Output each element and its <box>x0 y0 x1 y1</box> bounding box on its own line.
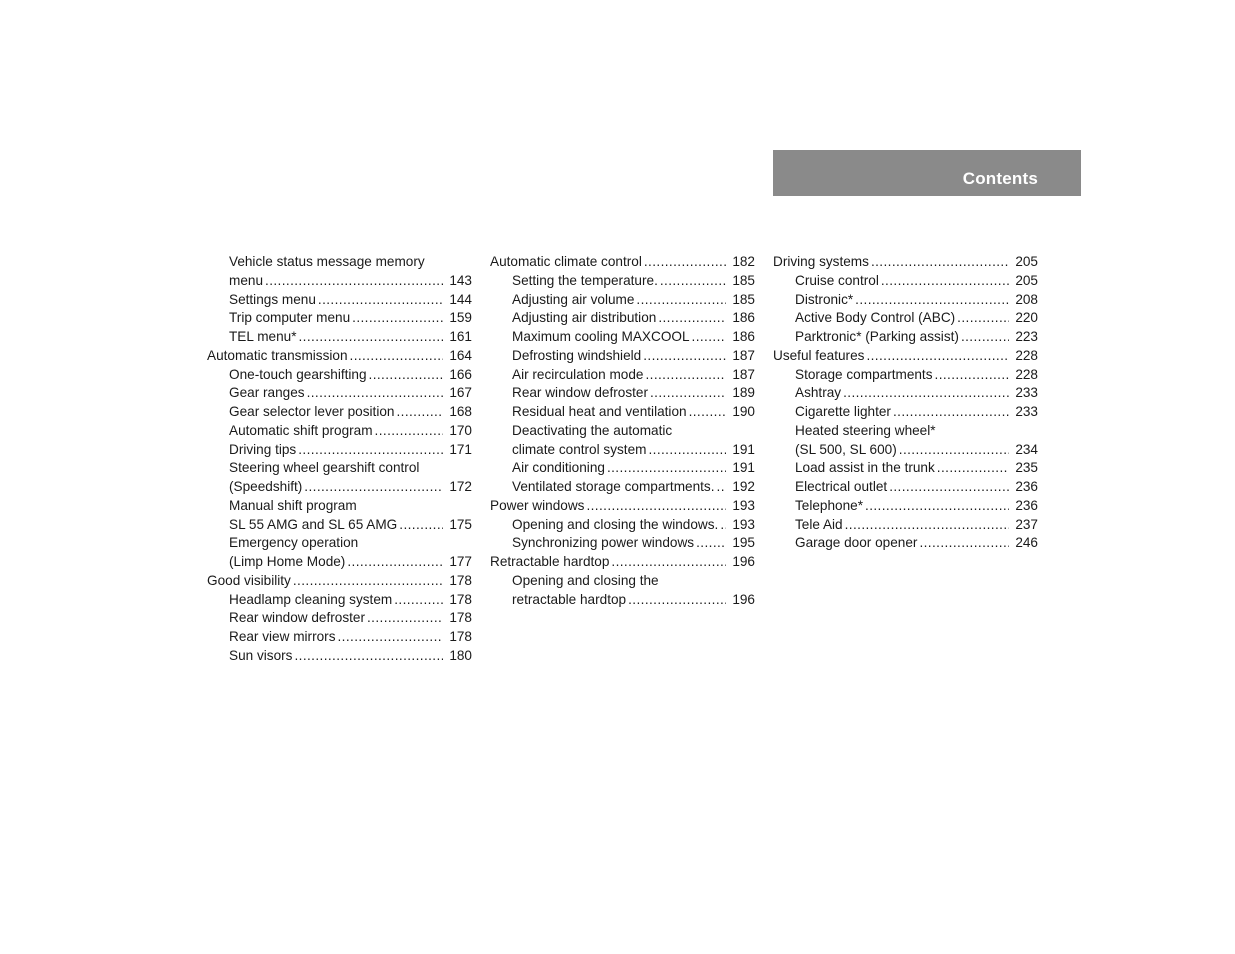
dot-leader <box>645 366 726 385</box>
dot-leader <box>899 441 1009 460</box>
toc-entry[interactable] <box>490 328 755 347</box>
toc-page-number: 166 <box>449 366 472 382</box>
toc-entry[interactable] <box>773 422 1038 460</box>
dot-leader <box>394 591 443 610</box>
toc-page-number: 172 <box>449 479 472 494</box>
toc-entry[interactable] <box>207 647 472 666</box>
dot-leader <box>367 609 443 628</box>
toc-entry-text: Automatic climate control <box>490 254 642 269</box>
toc-entry[interactable] <box>490 459 755 478</box>
toc-entry[interactable] <box>207 366 472 385</box>
toc-page-number: 180 <box>449 647 472 663</box>
toc-page-number: 185 <box>732 272 755 288</box>
toc-entry-text: Good visibility <box>207 572 291 588</box>
dot-leader <box>396 403 443 422</box>
toc-page-number: 236 <box>1015 479 1038 494</box>
dot-leader <box>304 478 443 497</box>
toc-page-number: 182 <box>732 254 755 269</box>
dot-leader <box>369 366 443 385</box>
toc-entry-text: Telephone* <box>795 497 864 513</box>
dot-leader <box>937 459 1009 478</box>
toc-entry[interactable] <box>490 478 755 497</box>
toc-page-number: 228 <box>1015 347 1038 363</box>
toc-entry[interactable] <box>490 366 755 385</box>
toc-page-number: 236 <box>1015 497 1038 513</box>
toc-entry-text: Residual heat and ventilation <box>512 404 687 419</box>
toc-column-1 <box>207 253 472 666</box>
toc-entry-text: Load assist in the trunk <box>795 460 935 476</box>
toc-entry[interactable] <box>773 459 1038 478</box>
toc-entry-text: Parktronic* (Parking assist) <box>795 329 959 344</box>
toc-entry[interactable] <box>490 309 755 328</box>
dot-leader <box>660 272 726 291</box>
dot-leader <box>294 647 443 666</box>
toc-entry[interactable] <box>773 366 1038 385</box>
toc-entry-text: Trip computer menu <box>229 310 351 326</box>
toc-entry-text: Useful features <box>773 347 865 363</box>
toc-entry[interactable] <box>490 516 755 535</box>
dot-leader <box>866 347 1009 366</box>
toc-page-number: 193 <box>732 497 755 513</box>
toc-entry-text: Sun visors <box>229 647 293 663</box>
toc-page-number: 228 <box>1015 366 1038 382</box>
toc-entry-text: Air conditioning <box>512 460 605 476</box>
toc-entry[interactable] <box>490 422 755 460</box>
toc-page-number: 186 <box>732 329 755 344</box>
toc-page-number: 189 <box>732 385 755 401</box>
toc-entry-text: Cigarette lighter <box>795 404 891 419</box>
toc-page-number: 171 <box>449 441 472 457</box>
toc-entry-text: Garage door opener <box>795 535 918 551</box>
toc-entry[interactable] <box>207 347 472 366</box>
toc-page-number: 168 <box>449 404 472 419</box>
dot-leader <box>399 516 443 535</box>
toc-entry[interactable] <box>490 253 755 272</box>
toc-entry[interactable] <box>490 572 755 610</box>
dot-leader <box>644 253 726 272</box>
dot-leader <box>643 347 726 366</box>
toc-page-number: 195 <box>732 535 755 551</box>
toc-entry-text: Cruise control <box>795 272 879 288</box>
toc-page-number: 190 <box>732 404 755 419</box>
toc-entry-text: Automatic transmission <box>207 347 348 363</box>
toc-entry-text: Tele Aid <box>795 516 843 532</box>
toc-page-number: 175 <box>449 516 472 532</box>
toc-entry[interactable] <box>490 272 755 291</box>
toc-entry[interactable] <box>207 497 472 535</box>
toc-entry[interactable] <box>207 609 472 628</box>
toc-entry-text: Electrical outlet <box>795 479 888 494</box>
toc-entry[interactable] <box>207 591 472 610</box>
toc-page-number: 208 <box>1015 291 1038 307</box>
toc-page-number: 143 <box>449 272 472 288</box>
toc-page-number: 161 <box>449 329 472 344</box>
toc-entry-text: retractable hardtop <box>512 591 627 607</box>
toc-entry-text: Defrosting windshield <box>512 347 642 363</box>
toc-entry[interactable] <box>773 347 1038 366</box>
toc-page-number: 196 <box>732 554 755 569</box>
toc-entry-text: (Speedshift) <box>229 479 303 494</box>
toc-entry-text: Settings menu <box>229 291 316 307</box>
toc-entry[interactable] <box>490 347 755 366</box>
toc-page-number: 177 <box>449 554 472 569</box>
toc-page-number: 164 <box>449 347 472 363</box>
toc-entry-text: Gear selector lever position <box>229 404 395 419</box>
toc-page-number: 178 <box>449 572 472 588</box>
toc-entry-text: Active Body Control (ABC) <box>795 310 956 326</box>
toc-entry-text: Ventilated storage compartments. <box>512 479 715 494</box>
toc-entry-text: Headlamp cleaning system <box>229 591 393 607</box>
dot-leader <box>611 553 726 572</box>
toc-entry-text: Retractable hardtop <box>490 554 610 569</box>
toc-page-number: 178 <box>449 610 472 626</box>
toc-entry-text: Driving systems <box>773 254 869 269</box>
toc-entry-text: Opening and closing the <box>512 572 659 588</box>
toc-entry-text: Emergency operation <box>229 535 359 551</box>
toc-entry-text: (Limp Home Mode) <box>229 554 346 569</box>
toc-entry[interactable] <box>207 441 472 460</box>
toc-page-number: 170 <box>449 422 472 438</box>
toc-entry-text: Gear ranges <box>229 385 305 401</box>
dot-leader <box>636 291 726 310</box>
dot-leader <box>586 497 726 516</box>
toc-entry[interactable] <box>490 497 755 516</box>
dot-leader <box>871 253 1009 272</box>
toc-page-number: 178 <box>449 591 472 607</box>
toc-entry[interactable] <box>207 384 472 403</box>
dot-leader <box>293 572 443 591</box>
dot-leader <box>865 497 1009 516</box>
toc-entry[interactable] <box>773 497 1038 516</box>
dot-leader <box>720 516 726 535</box>
toc-entry[interactable] <box>207 628 472 647</box>
dot-leader <box>347 553 443 572</box>
dot-leader <box>628 591 726 610</box>
toc-entry-text: Adjusting air distribution <box>512 310 657 326</box>
toc-entry[interactable] <box>490 553 755 572</box>
toc-page-number: 187 <box>732 347 755 363</box>
toc-entry-text: Distronic* <box>795 291 854 307</box>
dot-leader <box>855 291 1009 310</box>
dot-leader <box>299 328 444 347</box>
toc-page-number: 196 <box>732 591 755 607</box>
toc-page-number: 159 <box>449 310 472 326</box>
dot-leader <box>881 272 1009 291</box>
toc-page-number: 246 <box>1015 535 1038 551</box>
toc-entry[interactable] <box>773 328 1038 347</box>
dot-leader <box>265 272 443 291</box>
toc-entry-text: Rear window defroster <box>512 385 648 401</box>
toc-entry[interactable] <box>207 253 472 291</box>
dot-leader <box>658 309 726 328</box>
dot-leader <box>352 309 443 328</box>
toc-entry-text: Power windows <box>490 497 585 513</box>
toc-entry-text: Automatic shift program <box>229 422 373 438</box>
toc-entry[interactable] <box>207 291 472 310</box>
dot-leader <box>889 478 1009 497</box>
dot-leader <box>893 403 1009 422</box>
toc-entry[interactable] <box>207 534 472 572</box>
toc-page-number: 233 <box>1015 385 1038 401</box>
dot-leader <box>338 628 444 647</box>
toc-entry[interactable] <box>773 403 1038 422</box>
toc-page-number: 223 <box>1015 329 1038 344</box>
toc-page-number: 205 <box>1015 254 1038 269</box>
toc-entry-text: Manual shift program <box>229 497 357 513</box>
toc-entry-text: Driving tips <box>229 441 297 457</box>
dot-leader <box>689 403 726 422</box>
dot-leader <box>318 291 443 310</box>
toc-entry-text: Rear view mirrors <box>229 629 336 644</box>
toc-entry[interactable] <box>490 384 755 403</box>
toc-entry-text: Heated steering wheel* <box>795 422 936 438</box>
toc-entry[interactable] <box>207 328 472 347</box>
dot-leader <box>298 441 443 460</box>
toc-page-number: 186 <box>732 310 755 326</box>
toc-page-number: 144 <box>449 291 472 307</box>
contents-header-bar <box>773 150 1081 196</box>
toc-entry[interactable] <box>773 534 1038 553</box>
toc-entry-text: menu <box>229 272 264 288</box>
dot-leader <box>607 459 726 478</box>
toc-entry[interactable] <box>773 478 1038 497</box>
toc-entry-text: Air recirculation mode <box>512 366 644 382</box>
toc-page-number: 191 <box>732 441 755 457</box>
toc-entry-text: Storage compartments <box>795 366 933 382</box>
toc-entry-text: Setting the temperature. <box>512 272 658 288</box>
toc-entry[interactable] <box>773 516 1038 535</box>
toc-entry-text: climate control system <box>512 441 647 457</box>
toc-entry[interactable] <box>490 534 755 553</box>
toc-entry-text: Steering wheel gearshift control <box>229 460 420 476</box>
toc-page-number: 167 <box>449 385 472 401</box>
toc-page-number: 191 <box>732 460 755 476</box>
toc-entry[interactable] <box>773 291 1038 310</box>
toc-entry[interactable] <box>773 309 1038 328</box>
toc-entry-text: Rear window defroster <box>229 610 365 626</box>
toc-column-2 <box>490 253 755 609</box>
toc-page-number: 178 <box>449 629 472 644</box>
toc-entry[interactable] <box>207 309 472 328</box>
toc-entry-text: (SL 500, SL 600) <box>795 441 897 457</box>
toc-entry[interactable] <box>490 403 755 422</box>
toc-entry-text: Maximum cooling MAXCOOL <box>512 329 690 344</box>
toc-entry-text: Synchronizing power windows <box>512 535 695 551</box>
toc-entry[interactable] <box>773 272 1038 291</box>
toc-page-number: 233 <box>1015 404 1038 419</box>
toc-entry[interactable] <box>207 422 472 441</box>
toc-page-number: 235 <box>1015 460 1038 476</box>
toc-page-number: 187 <box>732 366 755 382</box>
dot-leader <box>957 309 1009 328</box>
toc-page-number: 220 <box>1015 310 1038 326</box>
toc-entry[interactable] <box>207 459 472 497</box>
dot-leader <box>648 441 726 460</box>
dot-leader <box>307 384 443 403</box>
toc-page-number: 234 <box>1015 441 1038 457</box>
dot-leader <box>717 478 726 497</box>
toc-entry-text: Opening and closing the windows. <box>512 516 719 532</box>
toc-column-3 <box>773 253 1038 553</box>
toc-entry-text: Deactivating the automatic <box>512 422 673 438</box>
dot-leader <box>961 328 1009 347</box>
toc-page-number: 237 <box>1015 516 1038 532</box>
page-title: Contents <box>962 169 1038 188</box>
toc-entry[interactable] <box>207 403 472 422</box>
dot-leader <box>692 328 726 347</box>
dot-leader <box>650 384 726 403</box>
toc-entry[interactable] <box>490 291 755 310</box>
toc-entry[interactable] <box>773 253 1038 272</box>
toc-entry[interactable] <box>773 384 1038 403</box>
toc-entry-text: Ashtray <box>795 385 842 401</box>
toc-page-number: 205 <box>1015 272 1038 288</box>
dot-leader <box>696 534 726 553</box>
toc-entry-text: SL 55 AMG and SL 65 AMG <box>229 516 398 532</box>
dot-leader <box>375 422 443 441</box>
dot-leader <box>350 347 443 366</box>
dot-leader <box>845 516 1009 535</box>
dot-leader <box>843 384 1009 403</box>
toc-page-number: 192 <box>732 479 755 494</box>
toc-entry-text: TEL menu* <box>229 329 297 344</box>
toc-entry-text: One-touch gearshifting <box>229 366 367 382</box>
toc-page-number: 193 <box>732 516 755 532</box>
toc-entry-text: Adjusting air volume <box>512 291 635 307</box>
dot-leader <box>919 534 1009 553</box>
toc-page-number: 185 <box>732 291 755 307</box>
toc-entry[interactable] <box>207 572 472 591</box>
toc-entry-text: Vehicle status message memory <box>229 254 425 269</box>
dot-leader <box>935 366 1009 385</box>
